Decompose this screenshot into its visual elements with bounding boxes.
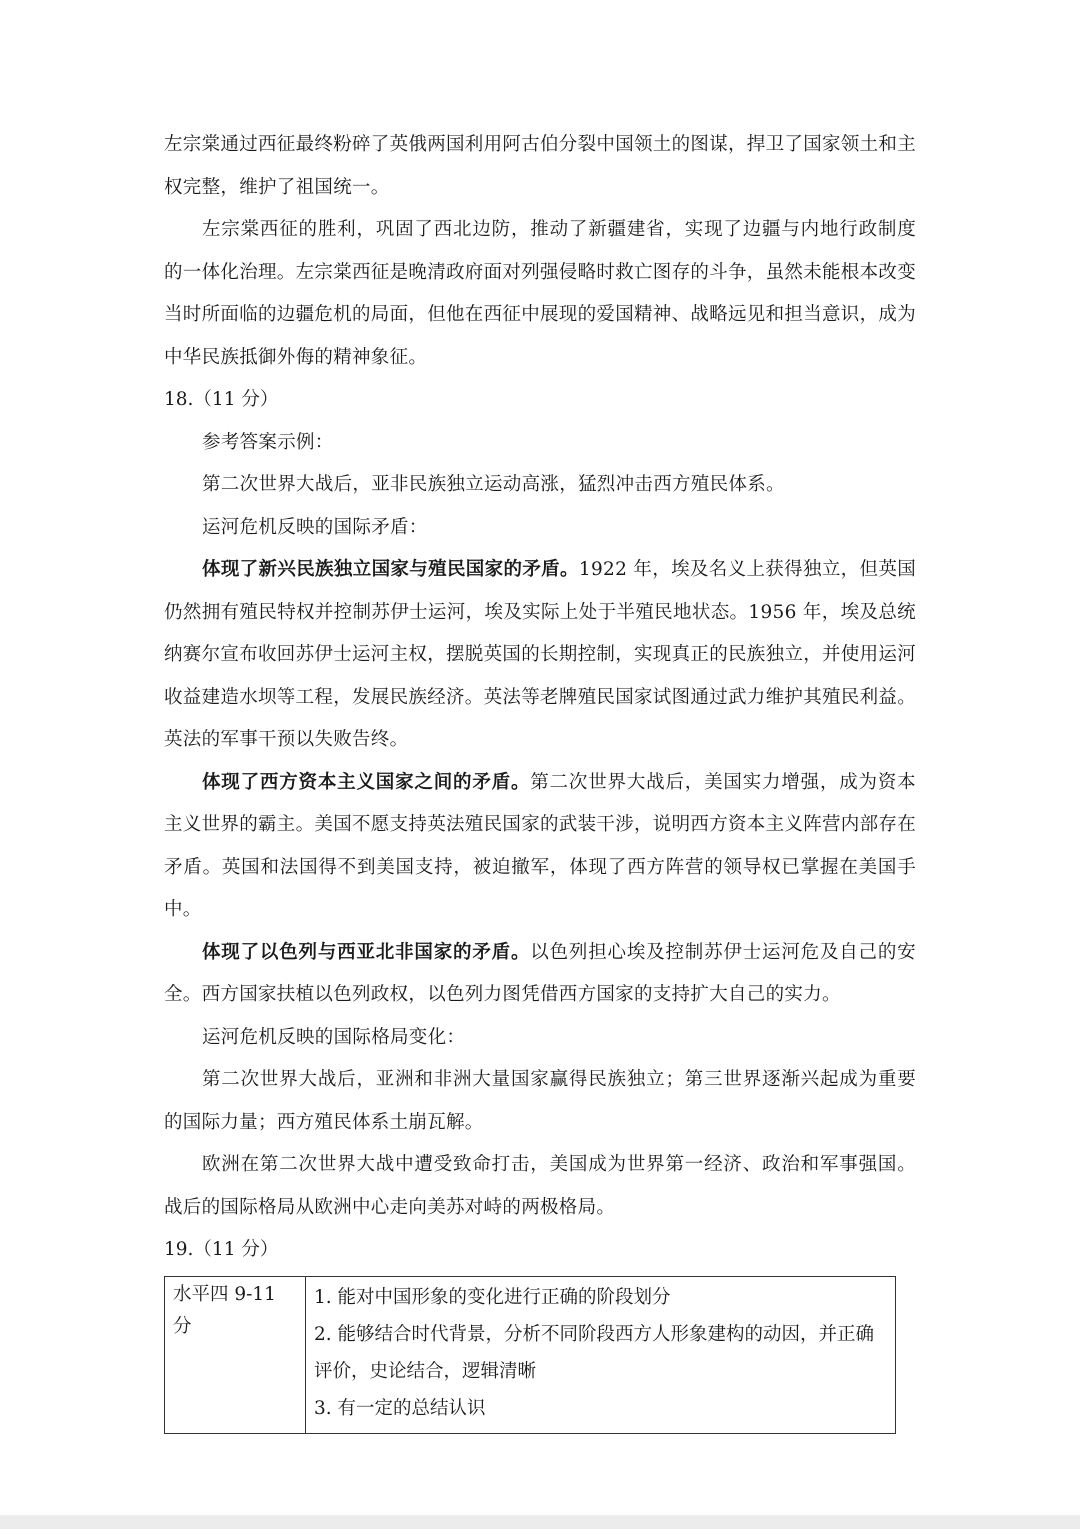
q18-background: 第二次世界大战后，亚非民族独立运动高涨，猛烈冲击西方殖民体系。 [202, 474, 785, 495]
q18-changes-heading: 运河危机反映的国际格局变化： [202, 1026, 466, 1048]
q18-contradictions-heading: 运河危机反映的国际矛盾： [202, 516, 428, 538]
q18-answer-label: 参考答案示例： [202, 431, 334, 453]
intro-paragraph-2: 左宗棠西征的胜利，巩固了西北边防，推动了新疆建省，实现了边疆与内地行政制度的一体化治理。左宗棠西征是晚清政府面对列强侵略时救亡图存的斗争，虽然未能根本改变当时所面临的边疆危机的局面，但他在西征中展现的爱国精神、战略远见和担当意识，成为中华民族抵御外侮的精神象征。 [164, 219, 917, 368]
q18-point-1-heading: 体现了新兴民族独立国家与殖民国家的矛盾。 [202, 559, 579, 580]
rubric-level-cell: 水平四 9-11 分 [165, 1276, 306, 1433]
q19-rubric-table [164, 1276, 896, 1434]
bottom-strip [0, 1515, 1080, 1529]
q18-change-1: 第二次世界大战后，亚洲和非洲大量国家赢得民族独立；第三世界逐渐兴起成为重要的国际力量；西方殖民体系土崩瓦解。 [164, 1069, 916, 1133]
q18-point-1 [164, 549, 916, 762]
intro-paragraph-1: 左宗棠通过西征最终粉碎了英俄两国利用阿古伯分裂中国领土的图谋，捍卫了国家领土和主权完整，维护了祖国统一。 [164, 134, 917, 198]
document-content [164, 124, 916, 1434]
q18-point-2 [164, 762, 916, 932]
question-19-number: 19.（11 分） [164, 1239, 279, 1260]
q18-point-2-text: 第二次世界大战后，美国实力增强，成为资本主义世界的霸主。美国不愿支持英法殖民国家的武装干涉，说明西方资本主义阵营内部存在矛盾。英国和法国得不到美国支持，被迫撤军，体现了西方阵营的领导权已掌握在美国手中。 [164, 771, 917, 920]
q18-point-3-text: 以色列担心埃及控制苏伊士运河危及自己的安全。西方国家扶植以色列政权，以色列力图凭借西方国家的支持扩大自己的实力。 [164, 941, 916, 1005]
rubric-criterion-2: 2. 能够结合时代背景，分析不同阶段西方人形象建构的动因，并正确评价，史论结合，逻辑清晰 [314, 1323, 875, 1382]
rubric-criterion-3: 3. 有一定的总结认识 [314, 1397, 486, 1419]
table-row [165, 1276, 896, 1433]
rubric-criterion-1: 1. 能对中国形象的变化进行正确的阶段划分 [314, 1286, 671, 1308]
rubric-criteria-cell [306, 1276, 896, 1433]
q18-point-2-heading: 体现了西方资本主义国家之间的矛盾。 [202, 771, 531, 793]
question-18-number: 18.（11 分） [164, 389, 279, 410]
q18-point-3-heading: 体现了以色列与西亚北非国家的矛盾。 [202, 941, 531, 963]
q18-change-2: 欧洲在第二次世界大战中遭受致命打击，美国成为世界第一经济、政治和军事强国。战后的国际格局从欧洲中心走向美苏对峙的两极格局。 [164, 1154, 916, 1218]
q18-point-1-text: 1922 年，埃及名义上获得独立，但英国仍然拥有殖民特权并控制苏伊士运河，埃及实际上处于半殖民地状态。1956 年，埃及总统纳赛尔宣布收回苏伊士运河主权，摆脱英国的长期控制，实现真正的民族独立，并使用运河收益建造水坝等工程，发展民族经济。英法等老牌殖民国家试图通过武力维护其殖民利益。英法的军事干预以失败告终。 [164, 559, 917, 750]
q18-point-3 [164, 932, 916, 1017]
